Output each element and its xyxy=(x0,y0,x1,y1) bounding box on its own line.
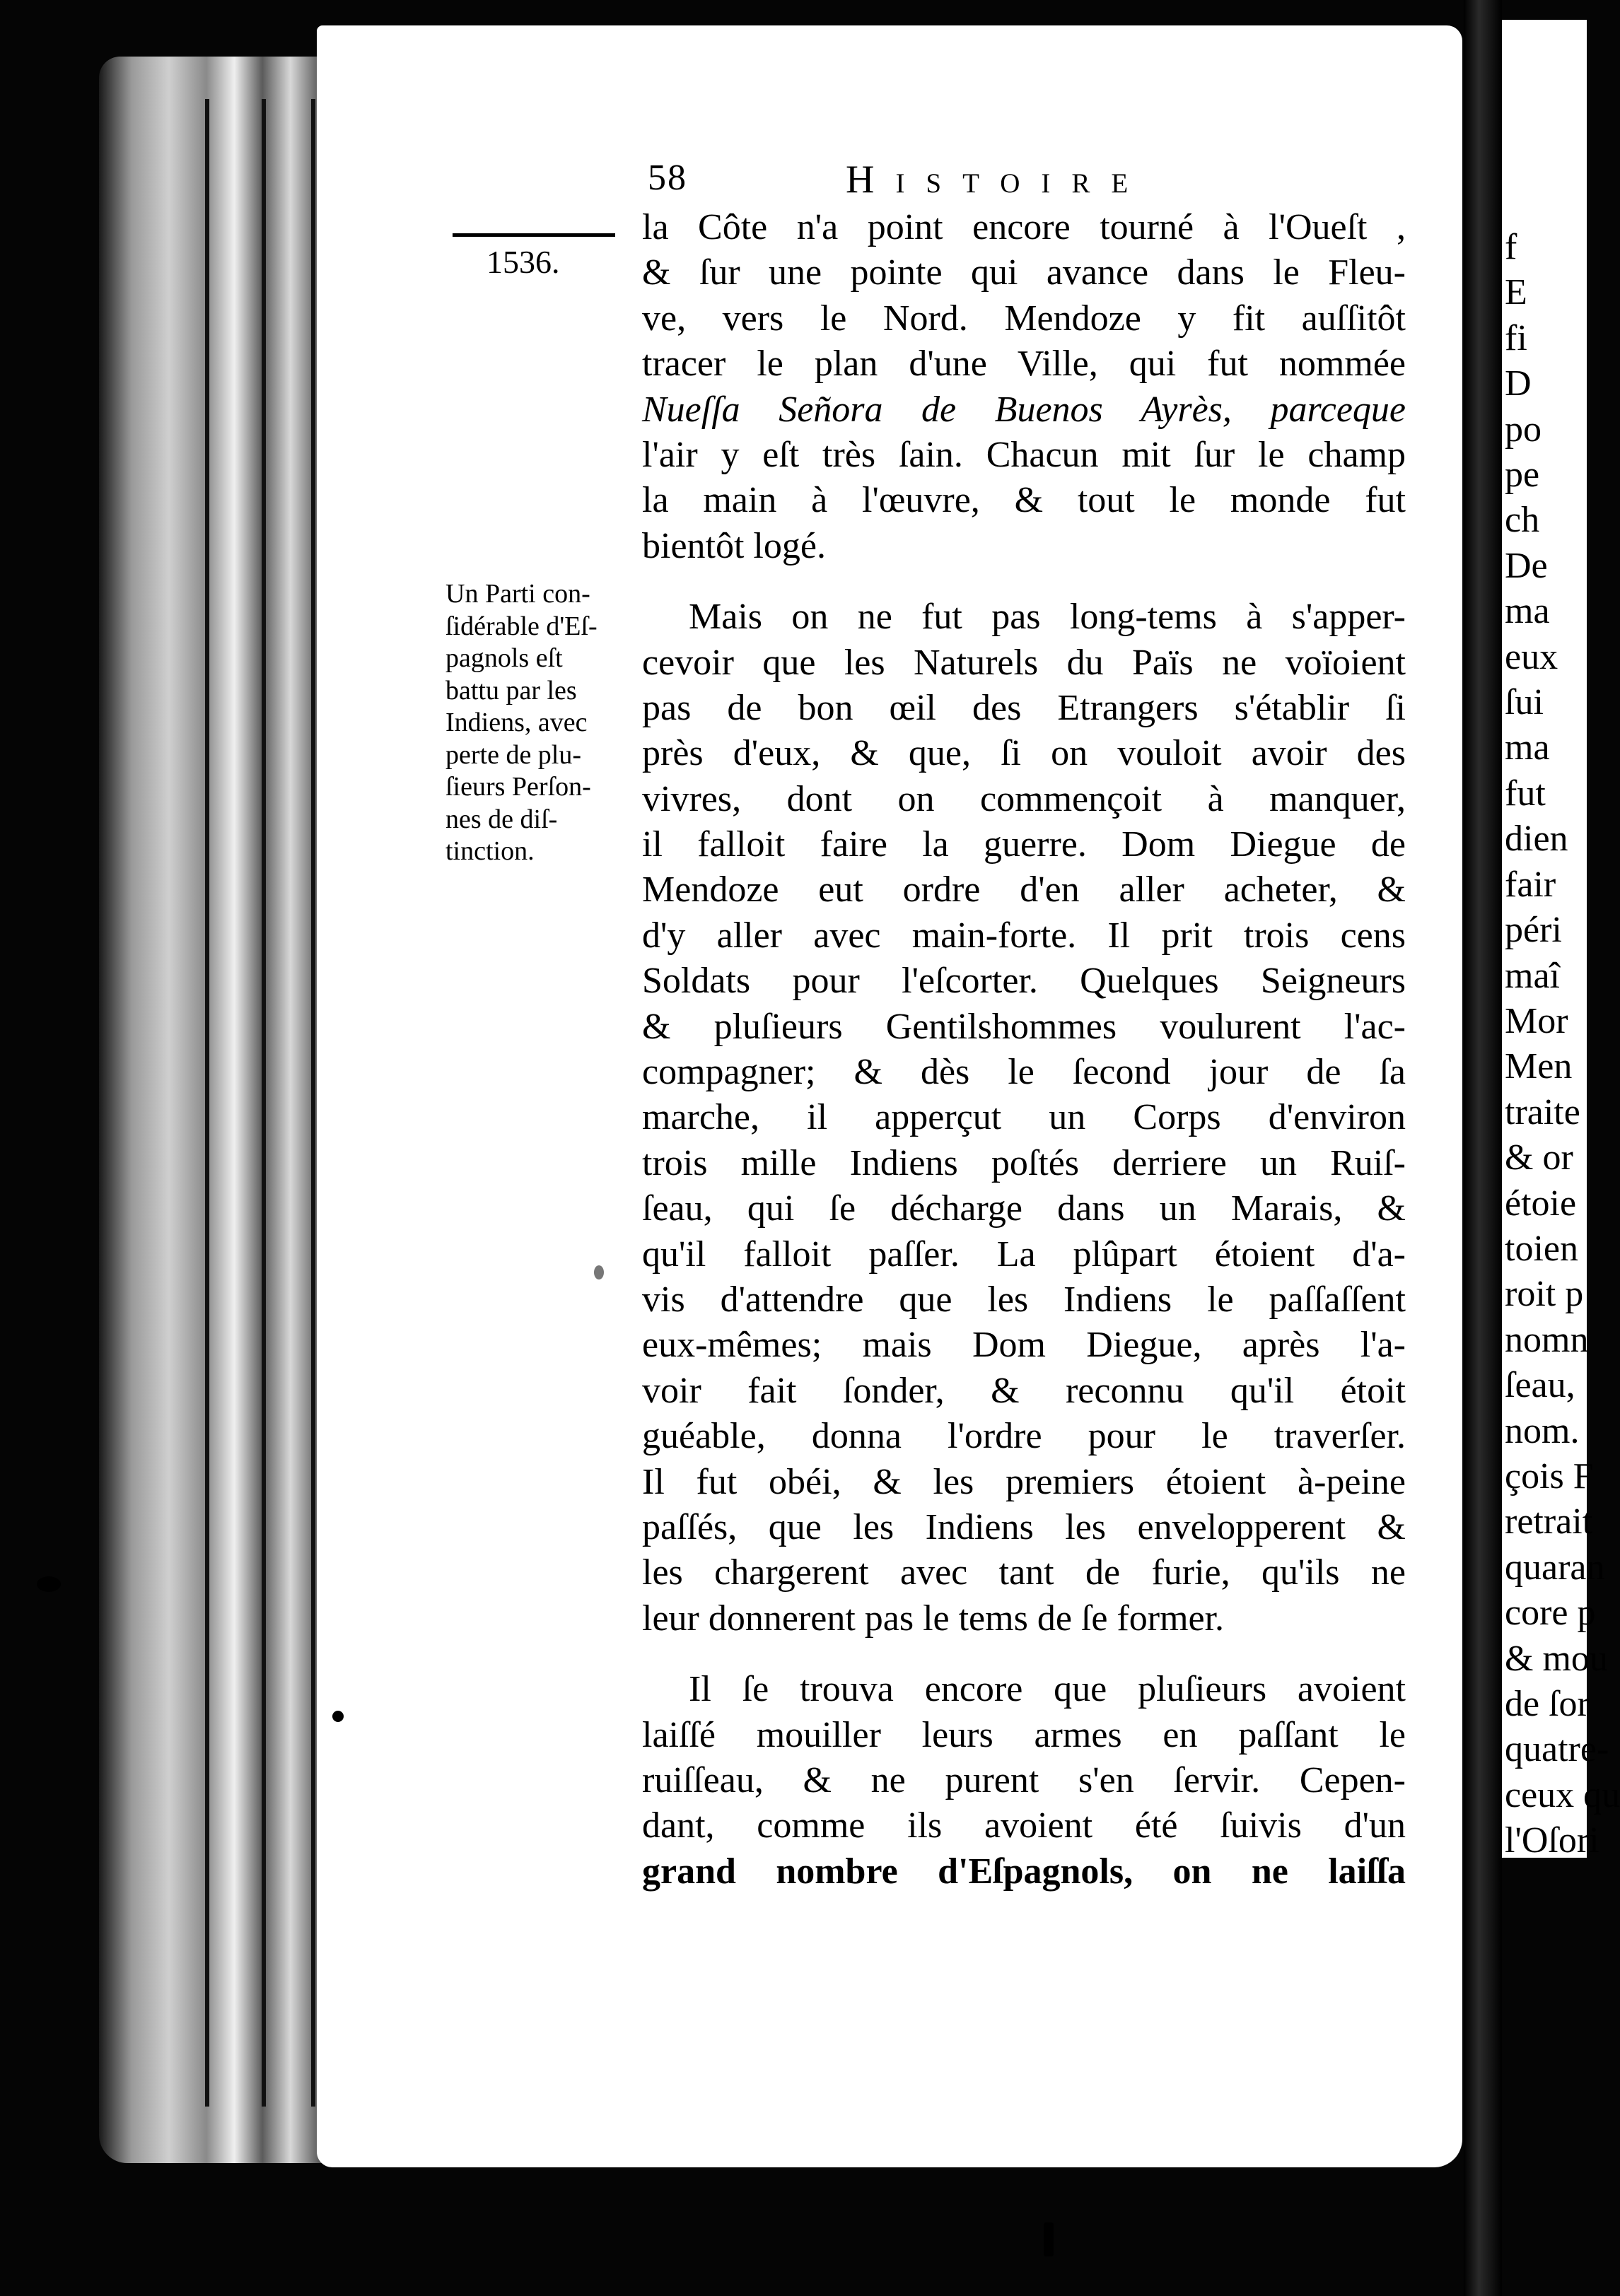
next-page-line: quaran xyxy=(1505,1547,1605,1588)
book-gutter xyxy=(1464,0,1502,2296)
text-line: la Côte n'a point encore tourné à l'Oueſt , xyxy=(642,207,1406,247)
text-line: ſeau, qui ſe décharge dans un Marais, & xyxy=(642,1188,1406,1229)
next-page-line: fi xyxy=(1505,317,1527,358)
text-line: la main à l'œuvre, & tout le monde fut xyxy=(642,480,1406,521)
text-line: voir fait ſonder, & reconnu qu'il étoit xyxy=(642,1370,1406,1411)
next-page-line: étoie xyxy=(1505,1183,1577,1224)
marginal-note-line: nes de diſ- xyxy=(445,804,558,834)
marginal-note-line: ſidérable d'Eſ- xyxy=(445,611,598,641)
next-page-line: & mou xyxy=(1505,1638,1608,1679)
next-page-fragment xyxy=(1502,20,1620,1861)
next-page-line: core p xyxy=(1505,1593,1596,1634)
marginal-note-line: battu par les xyxy=(445,675,577,705)
next-page-line: E xyxy=(1505,272,1527,313)
scan-speck xyxy=(332,1711,344,1722)
paragraph-2 xyxy=(642,594,1406,1641)
text-line: vivres, dont on commençoit à manquer, xyxy=(642,778,1406,819)
page-header xyxy=(648,157,1390,199)
next-page-line: ma xyxy=(1505,591,1550,632)
text-line: Il fut obéi, & les premiers étoient à-peine xyxy=(642,1461,1406,1502)
marginal-note-line: Un Parti con- xyxy=(445,579,590,609)
next-page-line: D xyxy=(1505,363,1532,404)
next-page-line: péri xyxy=(1505,910,1562,951)
next-page-line: ma xyxy=(1505,727,1550,768)
running-head: Histoire xyxy=(846,158,1150,201)
text-line: ve, vers le Nord. Mendoze y fit auſſitôt xyxy=(642,298,1406,339)
next-page-line: nomn xyxy=(1505,1319,1589,1360)
text-line: Mendoze eut ordre d'en aller acheter, & xyxy=(642,869,1406,910)
text-line: vis d'attendre que les Indiens le paſſaſſent xyxy=(642,1279,1406,1320)
edge-shadow-line xyxy=(205,99,209,2107)
next-page-line: ceux qu xyxy=(1505,1774,1620,1815)
marginal-note-line: Indiens, avec xyxy=(445,708,588,737)
marginal-note-line: pagnols eſt xyxy=(445,643,563,673)
paragraph-3 xyxy=(642,1667,1406,1894)
next-page-line: ſeau, xyxy=(1505,1365,1575,1406)
text-line: les chargerent avec tant de furie, qu'ils ne xyxy=(642,1552,1406,1593)
text-line: pas de bon œil des Etrangers s'établir ſi xyxy=(642,687,1406,728)
text-line: ruiſſeau, & ne purent s'en ſervir. Cepen- xyxy=(642,1759,1406,1800)
text-line: compagner; & dès le ſecond jour de ſa xyxy=(642,1052,1406,1093)
page-number: 58 xyxy=(648,158,687,198)
text-line: Mais on ne fut pas long-tems à s'apper- xyxy=(689,597,1406,638)
next-page-line: l'Oſori xyxy=(1505,1820,1599,1861)
next-page-line: eux xyxy=(1505,636,1558,677)
next-page-line: çois F xyxy=(1505,1456,1594,1496)
text-line: Soldats pour l'eſcorter. Quelques Seigneurs xyxy=(642,961,1406,1002)
next-page-line: & or xyxy=(1505,1137,1573,1178)
text-line: leur donnerent pas le tems de ſe former. xyxy=(642,1598,1225,1639)
text-line: cevoir que les Naturels du Païs ne voïoient xyxy=(642,642,1406,683)
next-page-line: fut xyxy=(1505,773,1546,814)
next-page-line: po xyxy=(1505,409,1542,450)
text-line: dant, comme ils avoient été ſuivis d'un xyxy=(642,1805,1406,1846)
marginal-note-line: tinction. xyxy=(445,836,535,866)
next-page-line: retrait xyxy=(1505,1501,1593,1542)
text-line: tracer le plan d'une Ville, qui fut nommée xyxy=(642,344,1406,385)
text-line: trois mille Indiens poſtés derriere un Ruiſ- xyxy=(642,1142,1406,1183)
scan-speck xyxy=(1044,2222,1054,2256)
text-line: & pluſieurs Gentilshommes voulurent l'ac- xyxy=(642,1006,1406,1047)
text-line: qu'il falloit paſſer. La plûpart étoient d'a- xyxy=(642,1234,1406,1275)
next-page-line: De xyxy=(1505,545,1548,586)
text-line: d'y aller avec main-forte. Il prit trois cens xyxy=(642,915,1406,956)
next-page-line: de ſor xyxy=(1505,1684,1590,1724)
paragraph-1 xyxy=(642,205,1406,569)
scan-speck xyxy=(37,1576,61,1592)
next-page-line: maî xyxy=(1505,955,1560,996)
edge-shadow-line xyxy=(311,99,315,2107)
year-rule xyxy=(453,233,615,237)
text-line: paſſés, que les Indiens les envelopperent & xyxy=(642,1506,1406,1547)
text-line: près d'eux, & que, ſi on vouloit avoir des xyxy=(642,733,1406,774)
text-line: Il ſe trouva encore que pluſieurs avoient xyxy=(689,1669,1406,1710)
text-line: laiſſé mouiller leurs armes en paſſant le xyxy=(642,1714,1406,1755)
marginal-note xyxy=(445,578,622,868)
text-line: il falloit faire la guerre. Dom Diegue de xyxy=(642,824,1406,865)
text-line: guéable, donna l'ordre pour le traverſer. xyxy=(642,1416,1406,1457)
next-page-line: dien xyxy=(1505,819,1568,860)
edge-shadow-line xyxy=(262,99,266,2107)
next-page-line: nom. xyxy=(1505,1410,1580,1451)
next-page-line: traite xyxy=(1505,1091,1580,1132)
book-fore-edge xyxy=(99,57,332,2163)
body-text xyxy=(642,205,1406,1894)
next-page-line: ch xyxy=(1505,500,1540,541)
next-page-line: roit p xyxy=(1505,1274,1584,1315)
next-page-line: ſui xyxy=(1505,682,1544,723)
text-line: grand nombre d'Eſpagnols, on ne laiſſa xyxy=(642,1851,1406,1892)
next-page-line: Men xyxy=(1505,1046,1573,1087)
next-page-line: fair xyxy=(1505,864,1556,905)
next-page-line: pe xyxy=(1505,455,1540,496)
next-page-line: Mor xyxy=(1505,1000,1568,1041)
text-line: & ſur une pointe qui avance dans le Fleu- xyxy=(642,252,1406,293)
text-line: Nueſſa Señora de Buenos Ayrès, parceque xyxy=(642,389,1406,430)
marginal-note-line: ſieurs Perſon- xyxy=(445,772,591,802)
text-line: marche, il apperçut un Corps d'environ xyxy=(642,1097,1406,1138)
margin-year: 1536. xyxy=(486,244,560,280)
text-line: eux-mêmes; mais Dom Diegue, après l'a- xyxy=(642,1325,1406,1366)
text-line: bientôt logé. xyxy=(642,525,826,566)
next-page-line: toien xyxy=(1505,1228,1578,1269)
scan-speck xyxy=(594,1265,604,1279)
next-page-line: f xyxy=(1505,227,1517,267)
text-line: l'air y eſt très ſain. Chacun mit ſur le champ xyxy=(642,434,1406,475)
marginal-note-line: perte de plu- xyxy=(445,739,582,770)
next-page-line: quatre- xyxy=(1505,1729,1609,1770)
